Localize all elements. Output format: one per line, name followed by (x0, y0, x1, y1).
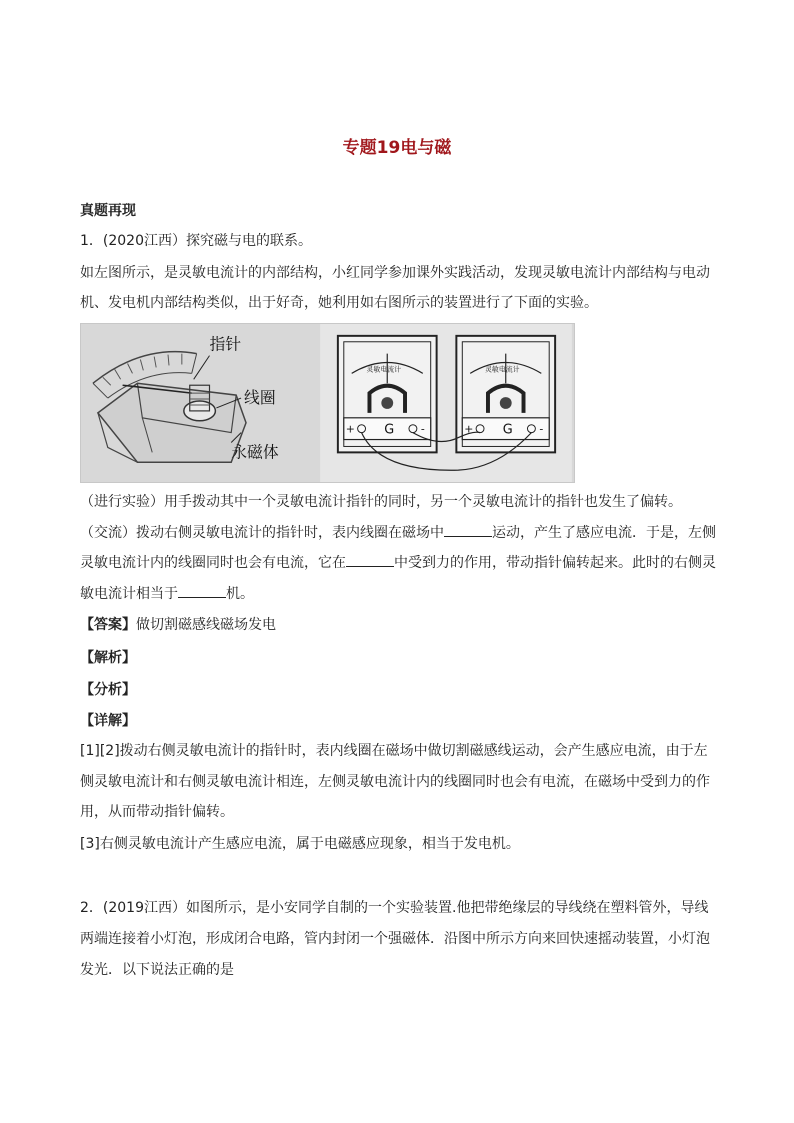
q1-exchange-line2-a: 灵敏电流计内的线圈同时也会有电流，它在 (80, 555, 346, 571)
q2-line2: 两端连接着小灯泡，形成闭合电路，管内封闭一个强磁体．沿图中所示方向来回快速摇动装置，小灯泡 (80, 931, 710, 947)
galvanometer-right (456, 336, 555, 453)
q1-exchange-line1 (80, 523, 720, 543)
label-magnet: 永磁体 (231, 442, 279, 462)
page-title: 专题19电与磁 (342, 138, 452, 158)
q1-intro-line1: 如左图所示，是灵敏电流计的内部结构，小红同学参加课外实践活动，发现灵敏电流计内部结构与电动 (80, 265, 710, 281)
galvanometer-left (338, 336, 437, 453)
q1-intro-line2: 机、发电机内部结构类似，出于好奇，她利用如右图所示的装置进行了下面的实验。 (80, 295, 598, 311)
answer-label: 【答案】 (80, 617, 136, 633)
meter-left-plus: + (345, 422, 355, 436)
answer-text: 做切割磁感线磁场发电 (136, 617, 276, 633)
q1-answer (80, 615, 720, 635)
meter-right-name: 灵敏电流计 (485, 365, 520, 374)
answer-blank-1[interactable] (444, 523, 492, 537)
q2-line1: 2．(2019江西）如图所示，是小安同学自制的一个实验装置.他把带绝缘层的导线绕在塑料管外，导线 (80, 900, 709, 916)
q1-stem: 1．(2020江西）探究磁与电的联系。 (80, 233, 312, 249)
q1-experiment: （进行实验）用手拨动其中一个灵敏电流计指针的同时，另一个灵敏电流计的指针也发生了偏转。 (80, 494, 682, 510)
label-coil: 线圈 (244, 388, 276, 407)
answer-blank-3[interactable] (178, 584, 226, 598)
detail-label: 【详解】 (80, 713, 136, 729)
q1-figure-drawing (81, 324, 574, 482)
answer-blank-2[interactable] (346, 553, 394, 567)
label-pointer: 指针 (209, 334, 242, 354)
galvanometer-internal-diagram (93, 352, 246, 463)
meter-left-name: 灵敏电流计 (366, 365, 402, 374)
q1-exchange-line1-b: 运动，产生了感应电流．于是，左侧 (492, 525, 716, 541)
meter-right-g: G (502, 422, 513, 438)
fenxi-label: 【分析】 (80, 682, 136, 698)
detail-line4: [3]右侧灵敏电流计产生感应电流，属于电磁感应现象，相当于发电机。 (80, 836, 520, 852)
q1-exchange-line2 (80, 553, 720, 573)
q1-figure (80, 323, 575, 483)
q1-exchange-line1-a: （交流）拨动右侧灵敏电流计的指针时，表内线圈在磁场中 (80, 525, 444, 541)
detail-line2: 侧灵敏电流计和右侧灵敏电流计相连，左侧灵敏电流计内的线圈同时也会有电流，在磁场中受到力的作 (80, 774, 710, 790)
q1-exchange-line3-b: 机。 (226, 586, 254, 602)
meter-right-plus: + (464, 422, 474, 436)
q2-line3: 发光．以下说法正确的是 (80, 962, 234, 978)
section-heading: 真题再现 (80, 203, 136, 219)
detail-line1: [1][2]拨动右侧灵敏电流计的指针时，表内线圈在磁场中做切割磁感线运动，会产生感应电流，由于左 (80, 743, 708, 759)
q1-exchange-line2-b: 中受到力的作用，带动指针偏转起来。此时的右侧灵 (394, 555, 716, 571)
analysis-label: 【解析】 (80, 650, 136, 666)
meter-right-minus: - (539, 422, 544, 436)
detail-line3: 用，从而带动指针偏转。 (80, 804, 234, 820)
q1-exchange-line3-a: 敏电流计相当于 (80, 586, 178, 602)
meter-left-minus: - (420, 422, 425, 436)
meter-left-g: G (384, 422, 395, 438)
q1-exchange-line3 (80, 584, 720, 604)
